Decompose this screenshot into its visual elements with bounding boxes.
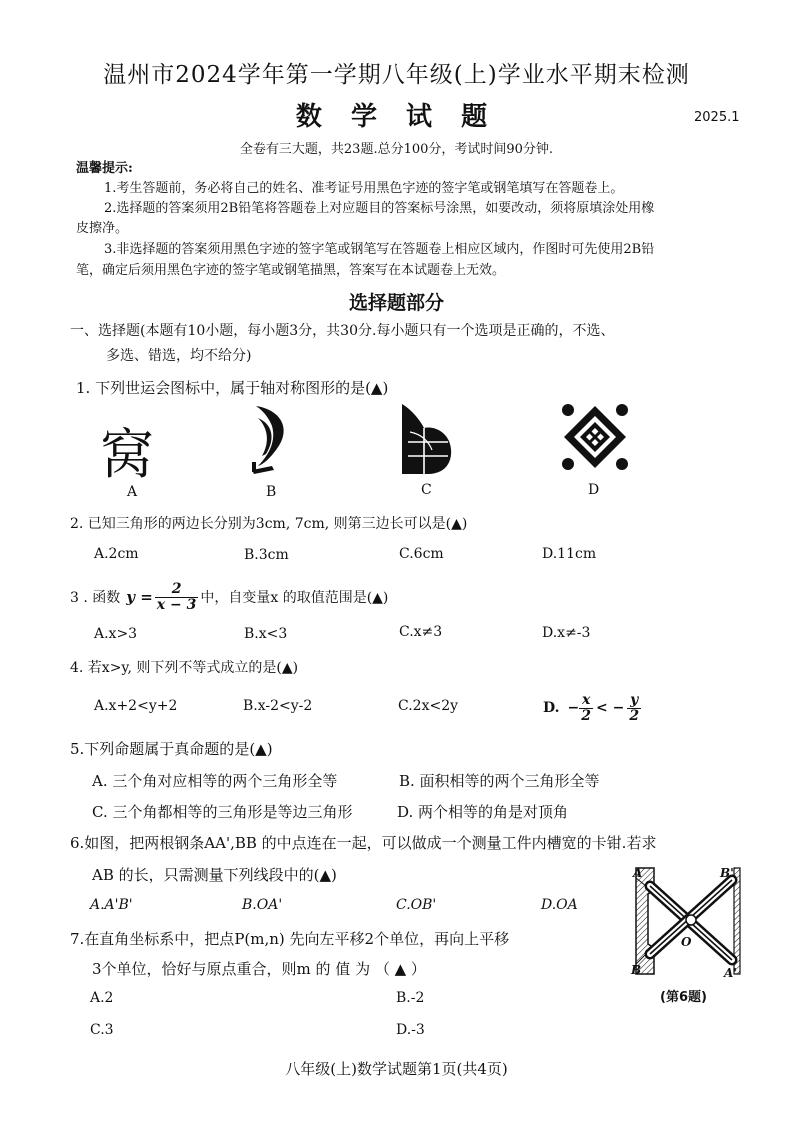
q6-option-c: C.OB' bbox=[396, 897, 437, 913]
q5-option-c: C. 三个角都相等的三角形是等边三角形 bbox=[92, 803, 353, 821]
q6-stem-b: AB 的长，只需测量下列线段中的(▲) bbox=[92, 866, 337, 884]
q6-option-a: A.A'B' bbox=[90, 897, 133, 913]
q6-option-b: B.OA' bbox=[242, 897, 283, 913]
exam-date: 2025.1 bbox=[694, 110, 740, 125]
q3-func-y: y = bbox=[126, 588, 153, 606]
q4-d-label: D. bbox=[543, 700, 560, 716]
q4-d-minus: − bbox=[567, 700, 580, 716]
q2-option-b: B.3cm bbox=[244, 547, 289, 563]
q3-option-b: B.x<3 bbox=[244, 626, 288, 642]
q2-option-c: C.6cm bbox=[399, 546, 444, 562]
q6-fig-caption: (第6题) bbox=[660, 990, 707, 1005]
tip-3b: 笔，确定后须用黑色字迹的签字笔或钢笔描黑，答案写在本试题卷上无效。 bbox=[76, 263, 506, 278]
q6-stem-a: 6.如图，把两根钢条AA',BB 的中点连在一起，可以做成一个测量工件内槽宽的卡钳.若求 bbox=[70, 834, 657, 852]
q1-icon-d bbox=[560, 402, 630, 472]
q7-option-d: D.-3 bbox=[396, 1022, 425, 1038]
q5-option-b: B. 面积相等的两个三角形全等 bbox=[399, 772, 600, 790]
q1-label-b: B bbox=[266, 484, 277, 500]
q3-stem bbox=[70, 577, 388, 617]
q1-label-d: D bbox=[588, 482, 600, 498]
q6-option-d: D.OA bbox=[541, 897, 578, 913]
section-intro-b: 多选、错选，均不给分) bbox=[106, 348, 252, 364]
q7-option-c: C.3 bbox=[90, 1022, 114, 1038]
q4-d-frac1-num: x bbox=[579, 693, 593, 709]
q3-option-c: C.x≠3 bbox=[399, 624, 443, 640]
q4-option-b: B.x-2<y-2 bbox=[243, 698, 313, 714]
q3-fraction-num: 2 bbox=[155, 582, 199, 598]
q4-d-frac1 bbox=[579, 693, 593, 723]
exam-title: 温州市2024学年第一学期八年级(上)学业水平期末检测 bbox=[103, 62, 690, 88]
q1-icon-b bbox=[242, 404, 298, 476]
q4-option-d bbox=[543, 688, 641, 728]
q2-stem: 2. 已知三角形的两边长分别为3cm, 7cm, 则第三边长可以是(▲) bbox=[70, 516, 468, 532]
q6-fig-label-bprime: B' bbox=[720, 866, 734, 880]
tip-2a: 2.选择题的答案须用2B铅笔将答题卷上对应题目的答案标号涂黑，如要改动，须将原填涂处用橡 bbox=[104, 201, 655, 216]
q5-stem: 5.下列命题属于真命题的是(▲) bbox=[70, 740, 273, 758]
q4-option-c: C.2x<2y bbox=[398, 698, 459, 714]
q5-option-a: A. 三个角对应相等的两个三角形全等 bbox=[92, 772, 338, 790]
tip-1: 1.考生答题前，务必将自己的姓名、准考证号用黑色字迹的签字笔或钢笔填写在答题卷上。 bbox=[104, 181, 624, 196]
tip-2b: 皮擦净。 bbox=[76, 221, 129, 236]
q4-d-frac2-den: 2 bbox=[629, 707, 640, 724]
q4-stem: 4. 若x>y, 则下列不等式成立的是(▲) bbox=[70, 660, 299, 676]
q6-fig-label-a: A bbox=[633, 866, 643, 880]
section-title: 选择题部分 bbox=[348, 292, 444, 314]
section-intro-a: 一、选择题(本题有10小题，每小题3分，共30分.每小题只有一个选项是正确的，不选、 bbox=[70, 323, 615, 339]
q1-label-c: C bbox=[421, 482, 432, 498]
q3-stem-pre: 3 . 函数 bbox=[70, 590, 121, 606]
tips-heading: 温馨提示: bbox=[76, 161, 133, 176]
exam-subtitle: 数 学 试 题 bbox=[295, 102, 498, 132]
q3-option-d: D.x≠-3 bbox=[542, 625, 591, 641]
q4-d-frac2-num: y bbox=[627, 693, 641, 709]
q4-d-frac1-den: 2 bbox=[581, 707, 591, 724]
q6-fig-label-o: O bbox=[681, 935, 692, 949]
q4-option-a: A.x+2<y+2 bbox=[94, 698, 178, 714]
page-footer: 八年级(上)数学试题第1页(共4页) bbox=[285, 1060, 508, 1078]
q3-fraction-den: x − 3 bbox=[156, 596, 197, 613]
q1-stem: 1. 下列世运会图标中，属于轴对称图形的是(▲) bbox=[76, 379, 389, 397]
q7-stem-b: 3个单位，恰好与原点重合，则m 的 值 为 （ ▲ ） bbox=[92, 960, 426, 978]
exam-info: 全卷有三大题，共23题.总分100分，考试时间90分钟. bbox=[239, 142, 554, 157]
q5-option-d: D. 两个相等的角是对顶角 bbox=[397, 803, 569, 821]
q2-option-a: A.2cm bbox=[94, 546, 139, 562]
q3-stem-post: 中，自变量x 的取值范围是(▲) bbox=[200, 590, 389, 606]
q4-d-frac2 bbox=[627, 693, 641, 723]
q6-fig-label-b: B bbox=[631, 963, 642, 977]
q7-stem-a: 7.在直角坐标系中，把点P(m,n) 先向左平移2个单位，再向上平移 bbox=[70, 930, 510, 948]
q2-option-d: D.11cm bbox=[542, 546, 597, 562]
q7-option-a: A.2 bbox=[90, 990, 114, 1006]
q7-option-b: B.-2 bbox=[396, 990, 425, 1006]
q1-icon-a: 窝 bbox=[100, 423, 154, 486]
q1-label-a: A bbox=[127, 484, 138, 500]
tip-3a: 3.非选择题的答案须用黑色字迹的签字笔或钢笔写在答题卷上相应区域内，作图时可先使用2B铅 bbox=[104, 242, 655, 257]
q1-icon-c bbox=[398, 402, 456, 476]
q3-option-a: A.x>3 bbox=[94, 626, 138, 642]
q6-fig-label-aprime: A' bbox=[724, 966, 737, 980]
q3-fraction bbox=[155, 582, 199, 612]
q4-d-lt: < − bbox=[596, 700, 625, 716]
